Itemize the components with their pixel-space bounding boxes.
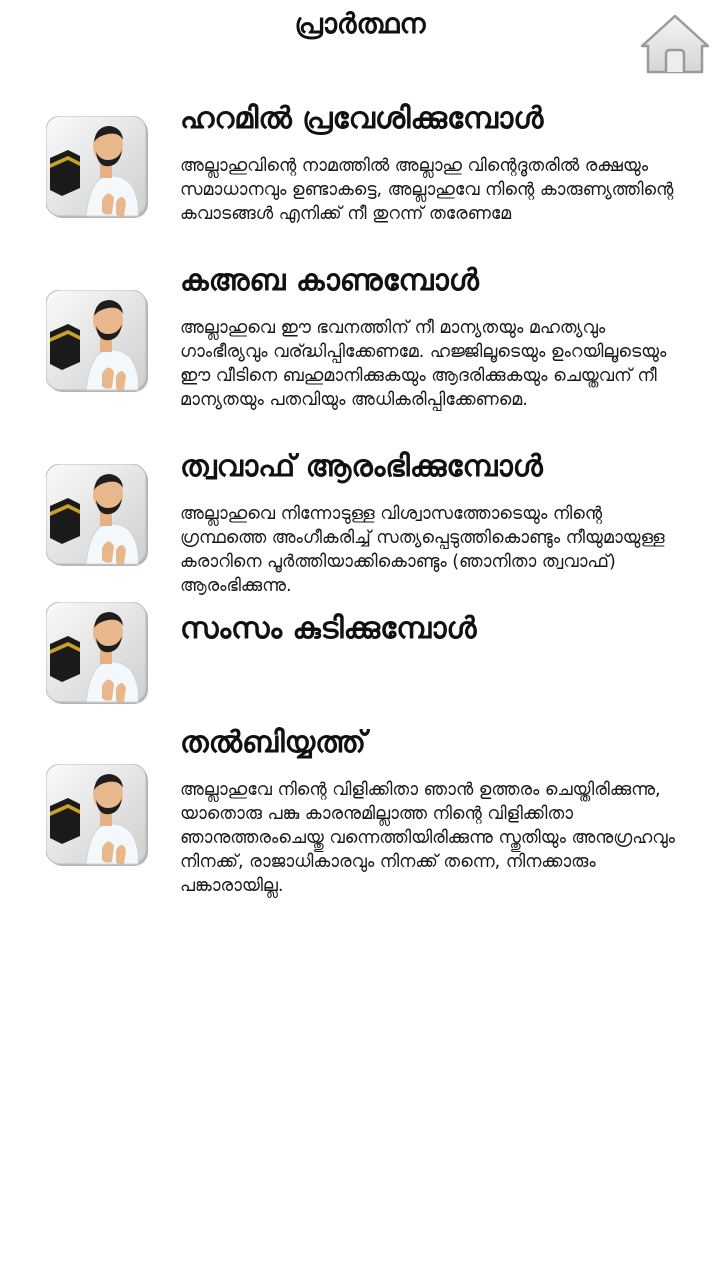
- home-icon: [638, 12, 712, 76]
- prayer-title[interactable]: ത്വവാഫ് ആരംഭിക്കുമ്പോൾ: [180, 449, 543, 484]
- prayer-text: അല്ലാഹുവേ നിന്റെ വിളിക്കിതാ ഞാൻ ഉത്തരം ചെയ്തിരിക്കുന്നു, യാതൊരു പങ്കു കാരനുമില്ലാത്ത നിന്റെ വിളിക്കിതാ ഞാനുത്തരംചെയ്തു വന്നെത്തിയിരിക്കുന്നു സ്തുതിയും അനുഗ്രഹവും നിനക്ക്, രാജാധികാരവും നിനക്ക് തന്നെ, നിനക്കാരും പങ്കാരായില്ല.: [180, 780, 675, 896]
- pilgrim-kaaba-icon[interactable]: [46, 116, 150, 220]
- prayer-text: അല്ലാഹുവെ നിന്നോടുള്ള വിശ്വാസത്തോടെയും നിന്റെ ഗ്രന്ഥത്തെ അംഗീകരിച്ച് സത്യപ്പെടുത്തികൊണ്ടും നീയുമായുള്ള കരാറിനെ പൂർത്തിയാക്കികൊണ്ടും (ഞാനിതാ ത്വവാഫ്) ആരംഭിക്കുന്നു.: [180, 504, 665, 596]
- prayer-title[interactable]: സംസം കുടിക്കുമ്പോൾ: [180, 611, 477, 646]
- prayer-title[interactable]: കഅബ കാണുമ്പോൾ: [180, 263, 479, 298]
- home-button[interactable]: [638, 12, 712, 76]
- prayer-text: അല്ലാഹുവിന്റെ നാമത്തിൽ അല്ലാഹു വിന്റെദൂതരിൽ രക്ഷയും സമാധാനവും ഉണ്ടാകട്ടെ, അല്ലാഹുവേ നിന്റെ കാരുണ്യത്തിന്റെ കവാടങ്ങൾ എനിക്ക് നീ തുറന്ന് തരേണമേ: [180, 156, 674, 224]
- pilgrim-kaaba-icon[interactable]: [46, 290, 150, 394]
- pilgrim-kaaba-icon[interactable]: [46, 764, 150, 868]
- header: [0, 0, 720, 90]
- page-title: പ്രാർത്ഥന: [294, 7, 426, 40]
- pilgrim-kaaba-icon[interactable]: [46, 602, 150, 706]
- prayer-title[interactable]: ഹറമിൽ പ്രവേശിക്കുമ്പോൾ: [180, 101, 544, 136]
- pilgrim-kaaba-icon[interactable]: [46, 464, 150, 568]
- prayer-text: അല്ലാഹുവെ ഈ ഭവനത്തിന് നീ മാന്യതയും മഹത്യവും ഗാംഭീര്യവും വര്ദ്ധിപ്പിക്കേണമേ. ഹജ്ജിലൂടെയും ഉംറയിലൂടെയും ഈ വീടിനെ ബഹുമാനിക്കുകയും ആദരിക്കുകയും ചെയ്തവന് നീ മാന്യതയും പതവിയും അധികരിപ്പിക്കേണമെ.: [180, 318, 667, 410]
- prayer-title[interactable]: തൽബിയ്യത്ത്: [180, 725, 367, 760]
